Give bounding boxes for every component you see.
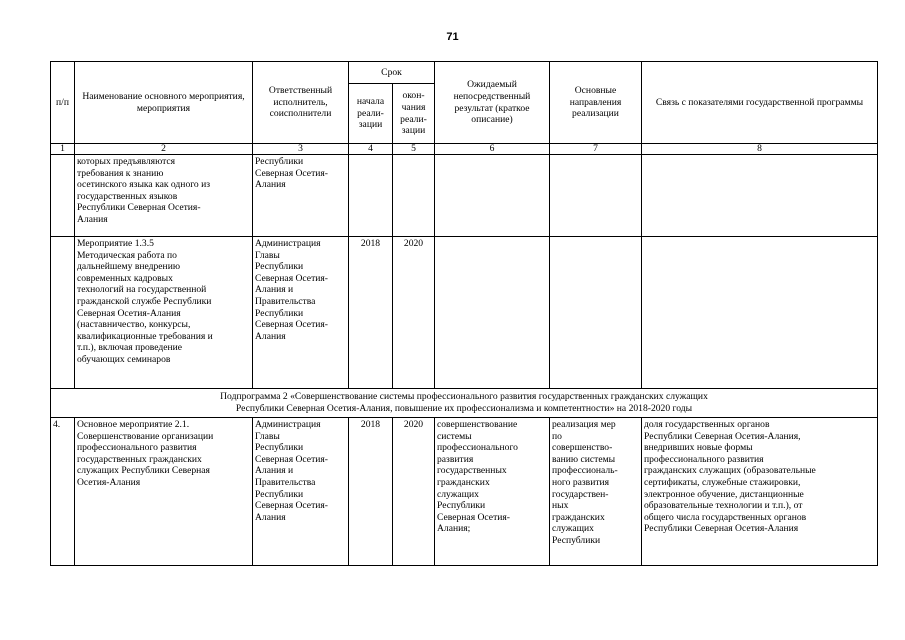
- row-executor: Администрация Главы Республики Северная Осетия- Алания и Правительства Республики Северная Осетия- Алания: [253, 237, 349, 389]
- row-result: [435, 155, 550, 237]
- subprogram-title: Подпрограмма 2 «Совершенствование системы профессионального развития государственных гражданских служащих Республики Северная Осетия-Алания, повышение их профессионализма и компетентности» на 2018-2020 годы: [51, 389, 878, 418]
- column-number: 3: [253, 144, 349, 155]
- row-directions: [550, 155, 642, 237]
- row-start: [349, 155, 393, 237]
- header-start: начала реали- зации: [349, 84, 393, 144]
- table-row: [51, 155, 878, 237]
- page-number: 71: [446, 31, 459, 43]
- column-number: 4: [349, 144, 393, 155]
- column-number: 1: [51, 144, 75, 155]
- header-name: Наименование основного мероприятия, мероприятия: [75, 62, 253, 144]
- row-executor: Администрация Главы Республики Северная Осетия- Алания и Правительства Республики Северная Осетия- Алания: [253, 418, 349, 566]
- program-table: [50, 61, 878, 566]
- column-number: 7: [550, 144, 642, 155]
- row-link: [642, 237, 878, 389]
- row-end: [393, 155, 435, 237]
- row-name: которых предъявляются требования к знанию осетинского языка как одного из государственных языков Республики Северная Осетия- Алания: [75, 155, 253, 237]
- table-row: [51, 418, 878, 566]
- row-num: 4.: [51, 418, 75, 566]
- row-end: 2020: [393, 418, 435, 566]
- row-start: 2018: [349, 418, 393, 566]
- header-executor: Ответственный исполнитель, соисполнители: [253, 62, 349, 144]
- row-result: совершенствование системы профессионального развития государственных гражданских служащих Республики Северная Осетия- Алания;: [435, 418, 550, 566]
- column-number: 6: [435, 144, 550, 155]
- row-start: 2018: [349, 237, 393, 389]
- row-name: Основное мероприятие 2.1. Совершенствование организации профессионального развития государственных гражданских служащих Республики Северная Осетия-Алания: [75, 418, 253, 566]
- header-link: Связь с показателями государственной программы: [642, 62, 878, 144]
- row-link: [642, 155, 878, 237]
- column-number: 8: [642, 144, 878, 155]
- row-result: [435, 237, 550, 389]
- row-executor: Республики Северная Осетия- Алания: [253, 155, 349, 237]
- header-result: Ожидаемый непосредственный результат (краткое описание): [435, 62, 550, 144]
- row-end: 2020: [393, 237, 435, 389]
- row-num: [51, 237, 75, 389]
- header-term: Срок: [349, 62, 435, 84]
- header-end: окон- чания реали- зации: [393, 84, 435, 144]
- table-row: [51, 237, 878, 389]
- column-number: 5: [393, 144, 435, 155]
- header-row-1: [51, 62, 878, 84]
- row-directions: реализация мер по совершенство- ванию системы профессиональ- ного развития государствен- ных гражданских служащих Республики: [550, 418, 642, 566]
- row-directions: [550, 237, 642, 389]
- row-name: Мероприятие 1.3.5 Методическая работа по дальнейшему внедрению современных кадровых технологий на государственной гражданской службе Республики Северная Осетия-Алания (наставничество, конкурсы, квалификационные требования и т.п.), включая проведение обучающих семинаров: [75, 237, 253, 389]
- row-num: [51, 155, 75, 237]
- subprogram-row: [51, 389, 878, 418]
- column-number: 2: [75, 144, 253, 155]
- row-link: доля государственных органов Республики Северная Осетия-Алания, внедривших новые формы профессионального развития гражданских служащих (образовательные сертификаты, служебные стажировки, электронное обучение, дистанционные образовательные технологии и т.п.), от общего числа государственных органов Республики Северная Осетия-Алания: [642, 418, 878, 566]
- column-numbers-row: [51, 144, 878, 155]
- header-directions: Основные направления реализации: [550, 62, 642, 144]
- header-num: п/п: [51, 62, 75, 144]
